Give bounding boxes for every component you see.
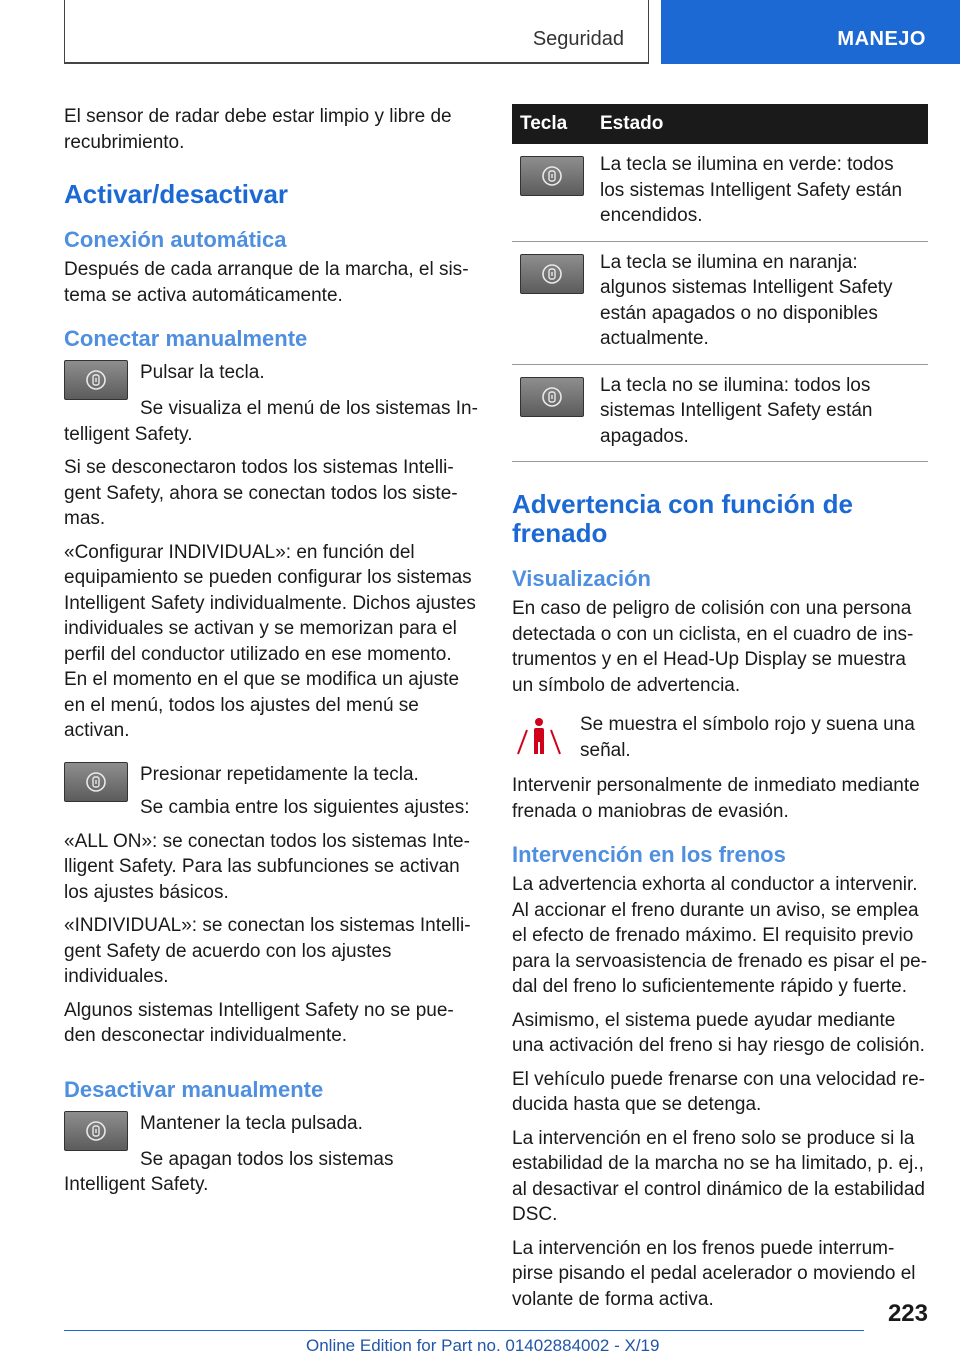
heading-activar: Activar/desactivar — [64, 179, 289, 209]
paragraph-intervencion-1: La advertencia exhorta al conductor a intervenir. Al accionar el freno durante un aviso, se emplea el efecto de frenado máximo. El requisito previo para la servoasistencia de frenado es pisar el pedal del freno lo suficientemente rápido y fuerte. — [512, 874, 928, 997]
heading-intervencion: Intervención en los frenos — [512, 842, 786, 867]
paragraph-intervencion-5: La intervención en los frenos puede interrumpirse pisando el pedal acelerador o moviendo el volante de forma activa. — [512, 1237, 916, 1310]
key-instruction-3 — [64, 1111, 478, 1151]
key-instruction-2 — [64, 762, 478, 829]
key1-line-a: Pulsar la tecla. — [140, 362, 265, 383]
paragraph-3: «ALL ON»: se conectan todos los sistemas Intelligent Safety. Para las subfunciones se activan los ajustes básicos. — [64, 830, 470, 903]
heading-desactivar: Desactivar manualmente — [64, 1076, 324, 1102]
paragraph-conexion: Después de cada arranque de la marcha, el sistema se activa automáticamente. — [64, 259, 469, 306]
heading-conectar: Conectar manualmente — [64, 326, 308, 351]
left-column — [64, 104, 478, 1206]
paragraph-4: «INDIVIDUAL»: se conectan los sistemas Intelligent Safety de acuerdo con los ajustes individuales. — [64, 915, 471, 987]
paragraph-2: «Configurar INDIVIDUAL»: en función del equipamiento se pueden configurar los sistemas Intelligent Safety individualmente. Dichos ajustes individuales se activan y se memorizan para el perfil del conductor utilizado en ese momento. En el momento en el que se modifica un ajuste en el menú, todos los ajustes del menú se activan. — [64, 541, 476, 741]
table-row — [512, 144, 928, 241]
key-status-table — [512, 104, 928, 462]
intelligent-safety-button-icon — [520, 254, 584, 294]
paragraph-intervencion-3: El vehículo puede frenarse con una velocidad reducida hasta que se detenga. — [512, 1068, 925, 1115]
key-instruction-1 — [64, 360, 478, 400]
intro-paragraph: El sensor de radar debe estar limpio y libre de recubrimiento. — [64, 106, 452, 153]
table-header-tecla: Tecla — [512, 104, 592, 144]
table-header-estado: Estado — [592, 104, 928, 144]
header-section-tab — [64, 0, 649, 64]
table-cell-estado: La tecla se ilumina en verde: todos los sistemas Intelligent Safety están encendidos. — [592, 144, 928, 241]
intelligent-safety-button-icon — [64, 1111, 128, 1151]
table-row — [512, 364, 928, 462]
table-cell-estado: La tecla no se ilumina: todos los sistemas Intelligent Safety están apagados. — [592, 364, 928, 462]
pedestrian-warning-icon — [512, 712, 566, 760]
chapter-title: MANEJO — [837, 28, 926, 50]
heading-conexion: Conexión automática — [64, 227, 287, 252]
page-number: 223 — [887, 1300, 928, 1327]
right-column — [512, 104, 928, 1320]
warning-symbol-row — [512, 712, 928, 763]
key3-line-b: Se apagan todos los sistemas Intelligent Safety. — [64, 1148, 394, 1195]
warning-symbol-text: Se muestra el símbolo rojo y suena una señal. — [580, 714, 915, 761]
footer-divider — [64, 1330, 864, 1331]
table-cell-estado: La tecla se ilumina en naranja: algunos sistemas Intelligent Safety están apagados o no disponibles actualmente. — [592, 241, 928, 364]
paragraph-1: Si se desconectaron todos los sistemas Intelligent Safety, ahora se conectan todos los sistemas. — [64, 457, 458, 529]
key1-line-b: Se visualiza el menú de los sistemas Intelligent Safety. — [64, 398, 478, 445]
key2-line-a: Presionar repetidamente la tecla. — [140, 763, 419, 785]
paragraph-intervencion-4: La intervención en el freno solo se produce si la estabilidad de la marcha no se ha limitado, p. ej., al desactivar el control dinámico de la estabilidad DSC. — [512, 1127, 925, 1225]
paragraph-intervenir: Intervenir personalmente de inmediato mediante frenada o maniobras de evasión. — [512, 775, 920, 822]
heading-visualizacion: Visualización — [512, 566, 651, 591]
heading-advertencia: Advertencia con función de frenado — [512, 489, 853, 548]
footer-edition: Online Edition for Part no. 01402884002 - X/19 — [306, 1336, 660, 1355]
paragraph-intervencion-2: Asimismo, el sistema puede ayudar mediante una activación del freno si hay riesgo de colisión. — [512, 1009, 925, 1056]
header-chapter-tab — [661, 0, 960, 64]
intelligent-safety-button-icon — [64, 762, 128, 802]
intelligent-safety-button-icon — [64, 360, 128, 400]
paragraph-5: Algunos sistemas Intelligent Safety no se pueden desconectar individualmente. — [64, 999, 454, 1046]
section-title: Seguridad — [532, 28, 624, 50]
paragraph-visualizacion: En caso de peligro de colisión con una persona detectada o con un ciclista, en el cuadro de instrumentos y en el Head-Up Display se muestra un símbolo de advertencia. — [512, 598, 914, 696]
key3-line-a: Mantener la tecla pulsada. — [140, 1112, 363, 1134]
intelligent-safety-button-icon — [520, 377, 584, 417]
intelligent-safety-button-icon — [520, 156, 584, 196]
key2-line-b: Se cambia entre los siguientes ajustes: — [140, 797, 470, 818]
table-row — [512, 241, 928, 364]
